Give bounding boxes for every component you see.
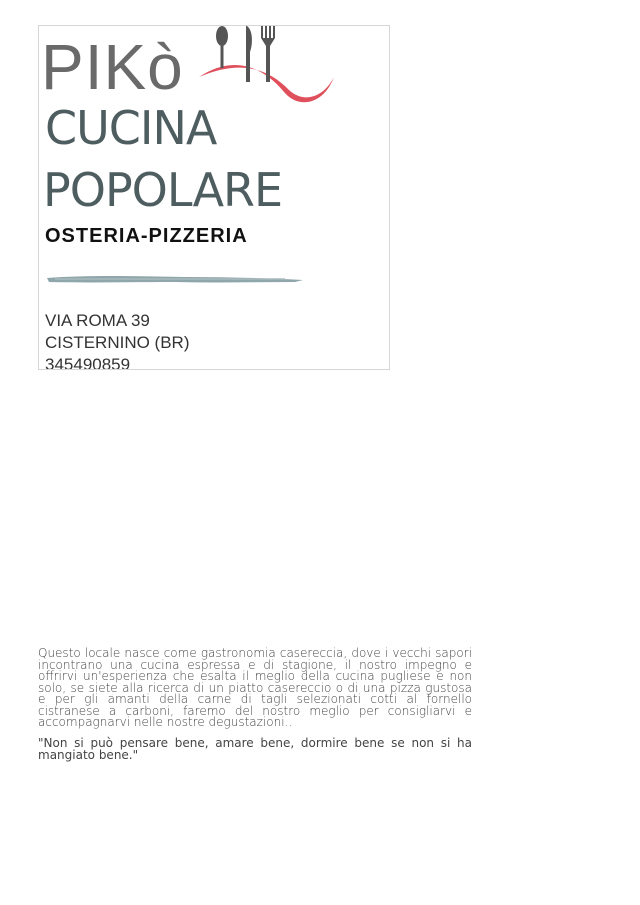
address-city: CISTERNINO (BR) xyxy=(45,333,190,352)
title-cucina: CUCINA xyxy=(45,101,217,155)
subtitle-osteria-pizzeria: OSTERIA-PIZZERIA xyxy=(45,225,248,247)
logo-text: PIKò xyxy=(41,31,184,103)
title-popolare: POPOLARE xyxy=(43,163,283,217)
brush-stroke-divider xyxy=(45,272,305,286)
address-street: VIA ROMA 39 xyxy=(45,311,150,330)
restaurant-card xyxy=(38,25,390,370)
quote-paragraph: "Non si può pensare bene, amare bene, dormire bene se non si ha mangiato bene." xyxy=(38,736,472,762)
phone-number: 345490859 xyxy=(45,355,131,370)
description-paragraph: Questo locale nasce come gastronomia casereccia, dove i vecchi sapori incontrano una cucina espressa e di stagione, il nostro impegno e offrirvi un'esperienza che esalta il meglio della cucina pugliese e non solo, se siete alla ricerca di un piatto casereccio o di una pizza gustosa e per gli amanti della carne di tagli selezionati cotti al fornello cistranese a carboni, faremo del nostro meglio per consigliarvi e accompagnarvi nelle nostre degustazioni.. xyxy=(38,646,472,729)
